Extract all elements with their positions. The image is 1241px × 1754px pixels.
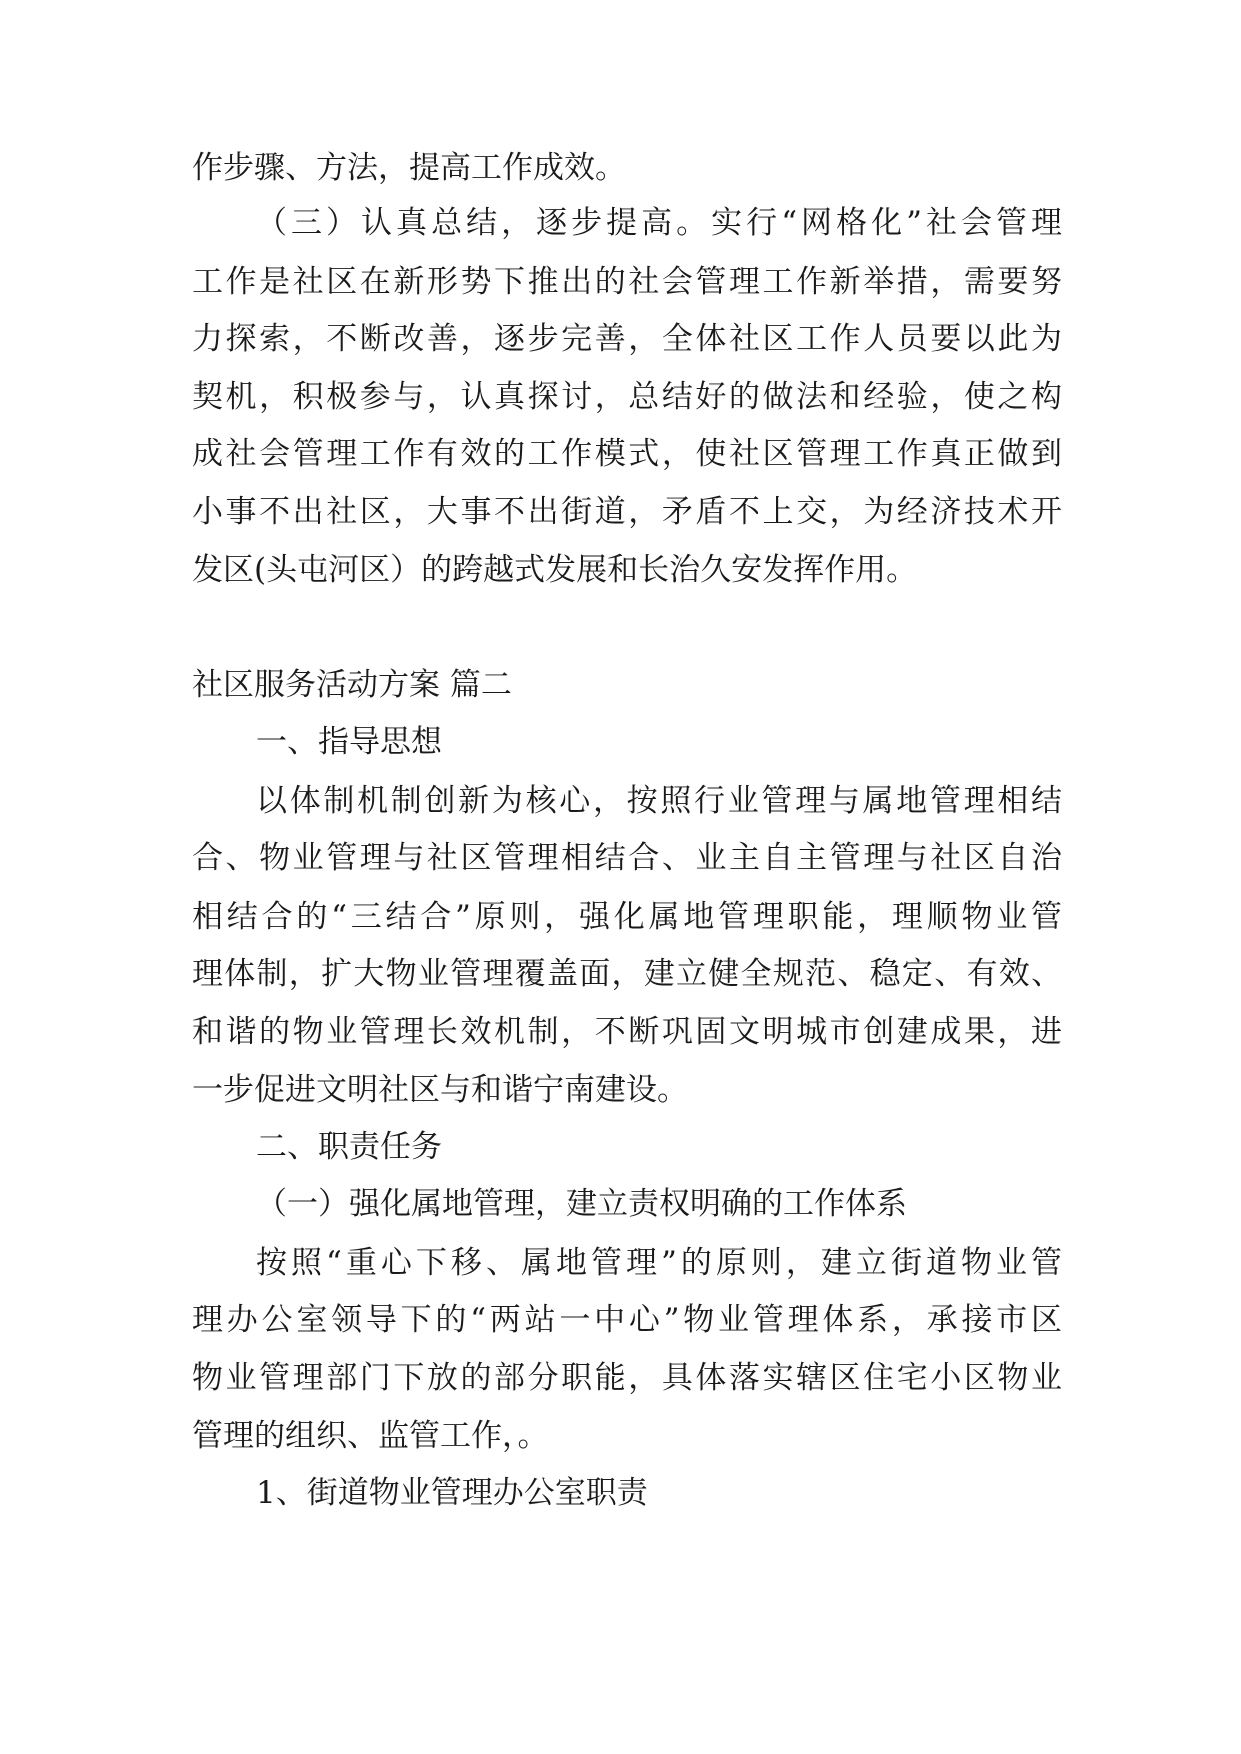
- section-heading: 社区服务活动方案 篇二: [192, 667, 512, 703]
- text-line: 契机，积极参与，认真探讨，总结好的做法和经验，使之构: [192, 379, 1062, 415]
- text-line: 工作是社区在新形势下推出的社会管理工作新举措，需要努: [192, 264, 1062, 300]
- section-subheading: 二、职责任务: [256, 1129, 442, 1165]
- text-line: 相结合的“三结合”原则，强化属地管理职能，理顺物业管: [192, 899, 1062, 935]
- text-line: 力探索，不断改善，逐步完善，全体社区工作人员要以此为: [192, 321, 1062, 357]
- text-line: 作步骤、方法，提高工作成效。: [192, 150, 626, 186]
- section-subheading: （一）强化属地管理，建立责权明确的工作体系: [256, 1186, 907, 1222]
- text-line: 发区(头屯河区）的跨越式发展和长治久安发挥作用。: [192, 552, 918, 588]
- text-line: 合、物业管理与社区管理相结合、业主自主管理与社区自治: [192, 840, 1062, 876]
- text-line: 理体制，扩大物业管理覆盖面，建立健全规范、稳定、有效、: [192, 956, 1062, 992]
- text-line: 按照“重心下移、属地管理”的原则，建立街道物业管: [256, 1245, 1062, 1281]
- text-line: 一步促进文明社区与和谐宁南建设。: [192, 1072, 688, 1108]
- text-line: 物业管理部门下放的部分职能，具体落实辖区住宅小区物业: [192, 1360, 1062, 1396]
- text-line: 成社会管理工作有效的工作模式，使社区管理工作真正做到: [192, 436, 1062, 472]
- text-line: 以体制机制创新为核心，按照行业管理与属地管理相结: [256, 783, 1062, 819]
- text-line: （三）认真总结，逐步提高。实行“网格化”社会管理: [256, 205, 1062, 241]
- text-line: 小事不出社区，大事不出街道，矛盾不上交，为经济技术开: [192, 494, 1062, 530]
- text-line: 管理的组织、监管工作，。: [192, 1418, 549, 1454]
- text-line: 理办公室领导下的“两站一中心”物业管理体系，承接市区: [192, 1302, 1062, 1338]
- section-subheading: 一、指导思想: [256, 724, 442, 760]
- text-line: 和谐的物业管理长效机制，不断巩固文明城市创建成果，进: [192, 1014, 1062, 1050]
- section-subheading: 1、街道物业管理办公室职责: [256, 1475, 648, 1511]
